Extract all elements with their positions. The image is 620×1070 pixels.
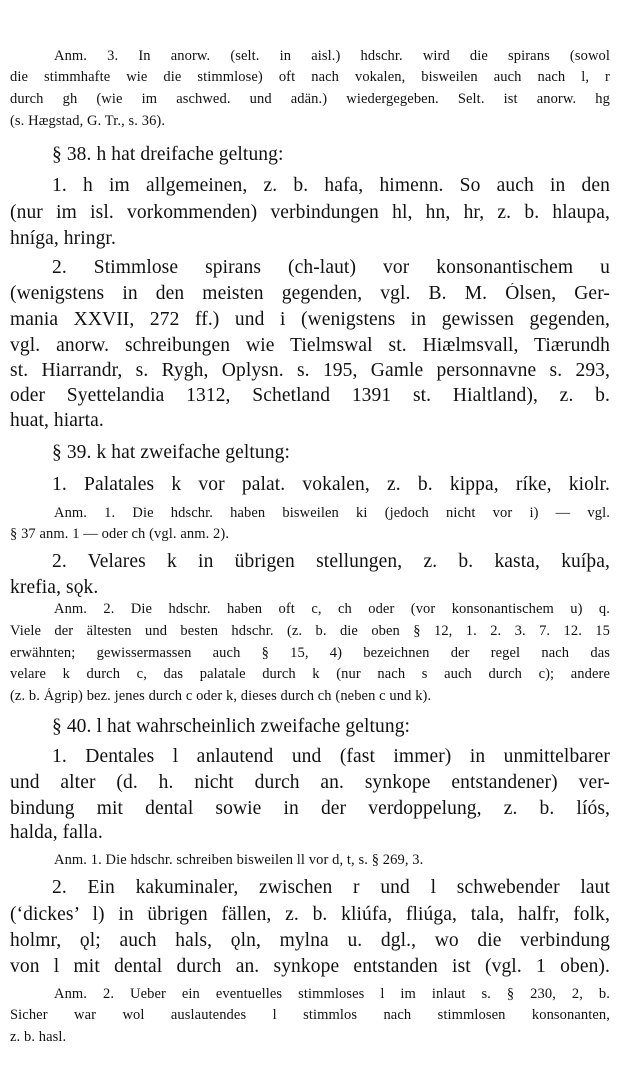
text-line: 1. Palatales k vor palat. vokalen, z. b. kippa, ríke, kiolr. [52,474,610,495]
text-line: st. Hiarrandr, s. Rygh, Oplysn. s. 195, Gamle personnavne s. 293, [10,360,610,381]
text-line: 2. Ein kakuminaler, zwischen r und l schwebender laut [52,877,610,898]
text-line: (wenigstens in den meisten gegenden, vgl. B. M. Ólsen, Ger- [10,283,610,304]
note-line: Anm. 3. In anorw. (selt. in aisl.) hdschr. wird die spirans (sowol [54,48,610,64]
text-line: und alter (d. h. nicht durch an. synkope entstandener) ver- [10,772,610,793]
note-line: die stimmhafte wie die stimmlose) oft nach vokalen, bisweilen auch nach l, r [10,69,610,85]
text-line: krefia, sǫk. [10,577,99,598]
text-line: halda, falla. [10,822,103,843]
note-line: velare k durch c, das palatale durch k (nur nach s auch durch c); andere [10,666,610,682]
note-line: Anm. 1. Die hdschr. haben bisweilen ki (jedoch nicht vor i) — vgl. [54,505,610,521]
section-heading: § 40. l hat wahrscheinlich zweifache geltung: [52,716,411,737]
note-line: durch gh (wie im aschwed. und adän.) wiedergegeben. Selt. ist anorw. hg [10,91,610,107]
text-line: oder Syettelandia 1312, Schetland 1391 st. Hialtland), z. b. [10,385,610,406]
note-line: (z. b. Ágrip) bez. jenes durch c oder k, dieses durch ch (neben c und k). [10,688,432,704]
section-heading: § 38. h hat dreifache geltung: [52,144,284,165]
note-line: Viele der ältesten und besten hdschr. (z. b. die oben § 12, 1. 2. 3. 7. 12. 15 [10,623,610,639]
text-line: 1. h im allgemeinen, z. b. hafa, himenn. So auch in den [52,175,610,196]
note-line: Anm. 2. Ueber ein eventuelles stimmloses l im inlaut s. § 230, 2, b. [54,986,610,1002]
note-line: erwähnten; gewissermassen auch § 15, 4) bezeichnen der regel nach das [10,645,610,661]
text-line: 2. Velares k in übrigen stellungen, z. b. kasta, kuíþa, [52,551,610,572]
note-line: Anm. 1. Die hdschr. schreiben bisweilen ll vor d, t, s. § 269, 3. [54,852,424,868]
text-line: vgl. anorw. schreibungen wie Tielmswal st. Hiælmsvall, Tiærundh [10,335,610,356]
note-line: § 37 anm. 1 — oder ch (vgl. anm. 2). [10,526,230,542]
note-line: Anm. 2. Die hdschr. haben oft c, ch oder (vor konsonantischem u) q. [54,601,610,617]
text-line: 1. Dentales l anlautend und (fast immer) in unmittelbarer [52,746,610,767]
text-line: hníga, hringr. [10,228,116,249]
note-line: Sicher war wol auslautendes l stimmlos nach stimmlosen konsonanten, [10,1007,610,1023]
text-line: mania XXVII, 272 ff.) und i (wenigstens in gewissen gegenden, [10,309,610,330]
text-line: (nur im isl. vorkommenden) verbindungen hl, hn, hr, z. b. hlaupa, [10,202,610,223]
text-line: bindung mit dental sowie in der verdoppelung, z. b. líós, [10,798,610,819]
text-line: von l mit dental durch an. synkope entstanden ist (vgl. 1 oben). [10,956,610,977]
text-line: 2. Stimmlose spirans (ch-laut) vor konsonantischem u [52,257,610,278]
section-heading: § 39. k hat zweifache geltung: [52,442,290,463]
note-line: z. b. hasl. [10,1029,67,1045]
note-line: (s. Hægstad, G. Tr., s. 36). [10,113,166,129]
text-line: (‘dickes’ l) in übrigen fällen, z. b. kliúfa, fliúga, tala, halfr, folk, [10,904,610,925]
text-line: holmr, ǫl; auch hals, ǫln, mylna u. dgl., wo die verbindung [10,930,610,951]
text-line: huat, hiarta. [10,410,104,431]
